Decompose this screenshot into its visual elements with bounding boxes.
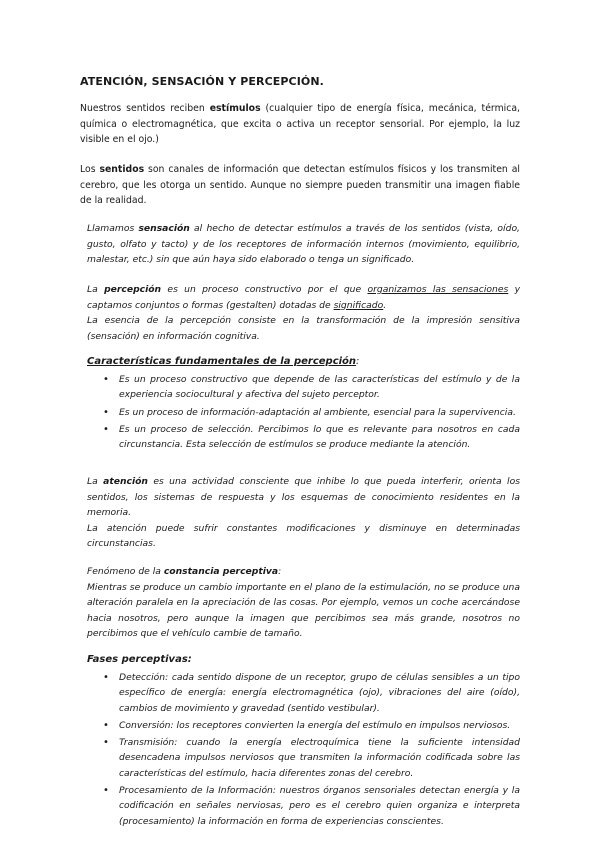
list-item-text: Detección: cada sentido dispone de un receptor, grupo de células sensibles a un tipo específico de energía: energía electromagnética (ojo), vibraciones del aire (oído), cambios de movimiento y gravedad (sentido vestibular). xyxy=(119,672,520,714)
heading-text: Características fundamentales de la percepción xyxy=(87,356,357,367)
list-item-text: Es un proceso de selección. Percibimos lo que es relevante para nosotros en cada circunstancia. Esta selección de estímulos se produce mediante la atención. xyxy=(119,423,520,451)
bullet-icon: • xyxy=(103,406,109,418)
text: al hecho de detectar estímulos a través de los sentidos (vista, oído, gusto, olfato y tacto) y de los receptores de información internos (movimiento, equilibrio, malestar, etc.) sin que aún haya sido elaborado o tenga un significado. xyxy=(87,223,520,265)
paragraph-percepcion xyxy=(87,282,520,344)
text: Nuestros sentidos reciben xyxy=(80,103,210,114)
list-item xyxy=(87,405,520,420)
bullet-icon: • xyxy=(103,737,109,749)
list-item xyxy=(87,718,520,733)
bullet-icon: • xyxy=(103,719,109,731)
bullet-icon: • xyxy=(103,785,109,797)
text: y captamos conjuntos o formas (gestalten) dotadas de xyxy=(87,284,521,311)
underlined-text: organizamos las sensaciones xyxy=(367,284,509,295)
text: La xyxy=(87,284,105,295)
keyword-percepcion: percepción xyxy=(104,284,162,295)
bullet-icon: • xyxy=(103,374,109,385)
list-item xyxy=(87,783,520,829)
text: Fenómeno de la xyxy=(87,566,164,577)
paragraph-constancia xyxy=(87,564,520,642)
text: son canales de información que detectan estímulos físicos y los transmiten al cerebro, que les otorga un sentido. Aunque no siempre pueden transmitir una imagen fiable de la realidad. xyxy=(80,164,520,206)
keyword-sensacion: sensación xyxy=(138,223,190,234)
text: Mientras se produce un cambio importante en el plano de la estimulación, no se produce una alteración paralela en la apreciación de las cosas. Por ejemplo, vemos un coche acercándose hacia nosotros, pero aunque la imagen que percibimos sea más grande, nosotros no percibimos que el vehículo cambie de tamaño. xyxy=(87,581,520,639)
bullet-icon: • xyxy=(103,672,109,683)
keyword-sentidos: sentidos xyxy=(99,164,145,175)
page-title: ATENCIÓN, SENSACIÓN Y PERCEPCIÓN. xyxy=(80,75,324,88)
text: (cualquier tipo de energía física, mecánica, térmica, química o electromagnética, que excita o activa un receptor sensorial. Por ejemplo, la luz visible en el ojo.) xyxy=(80,103,520,145)
keyword-atencion: atención xyxy=(103,476,148,487)
list-item xyxy=(87,670,520,716)
list-item xyxy=(87,372,520,403)
list-fases xyxy=(87,670,520,829)
paragraph-estimulos xyxy=(80,101,520,148)
paragraph-atencion xyxy=(87,474,520,552)
list-item-text: Es un proceso constructivo que depende de las características del estímulo y de la experiencia sociocultural y afectiva del sujeto perceptor. xyxy=(119,374,520,401)
text: : xyxy=(278,566,282,577)
list-item xyxy=(87,422,520,453)
list-item-text: Procesamiento de la Información: nuestros órganos sensoriales detectan energía y la codificación en señales nerviosas, pero es el cerebro quien organiza e interpreta (procesamiento) la información en forma de experiencias conscientes. xyxy=(119,785,520,827)
list-item-text: Es un proceso de información-adaptación al ambiente, esencial para la supervivencia. xyxy=(119,406,516,418)
list-item-text: Conversión: los receptores convierten la energía del estímulo en impulsos nerviosos. xyxy=(119,719,511,731)
text: La esencia de la percepción consiste en la transformación de la impresión sensitiva (sensación) en información cognitiva. xyxy=(87,315,520,342)
keyword-estimulos: estímulos xyxy=(209,103,261,114)
text: Llamamos xyxy=(87,223,139,234)
list-caracteristicas xyxy=(87,372,520,452)
section-heading-fases: Fases perceptivas: xyxy=(87,654,192,665)
text: La atención puede sufrir constantes modificaciones y disminuye en determinadas circunstancias. xyxy=(87,522,520,549)
underlined-text: significado xyxy=(333,299,384,311)
paragraph-sensacion xyxy=(87,221,520,268)
text: La xyxy=(87,476,104,487)
list-item-text: Transmisión: cuando la energía electroquímica tiene la suficiente intensidad desencadena impulsos nerviosos que transmiten la información codificada sobre las características del estímulo, hacia diferentes zonas del cerebro. xyxy=(119,737,520,779)
text: . xyxy=(383,299,387,311)
section-heading-caracteristicas xyxy=(87,356,359,367)
bullet-icon: • xyxy=(103,423,109,435)
text: es un proceso constructivo por el que xyxy=(161,284,368,295)
text: Los xyxy=(80,164,100,175)
paragraph-sentidos xyxy=(80,162,520,209)
keyword-constancia-perceptiva: constancia perceptiva xyxy=(163,566,279,577)
list-item xyxy=(87,735,520,781)
text: es una actividad consciente que inhibe lo que pueda interferir, orienta los sentidos, los sistemas de respuesta y los esquemas de conocimiento residentes en la memoria. xyxy=(87,476,520,518)
text: : xyxy=(356,356,360,367)
